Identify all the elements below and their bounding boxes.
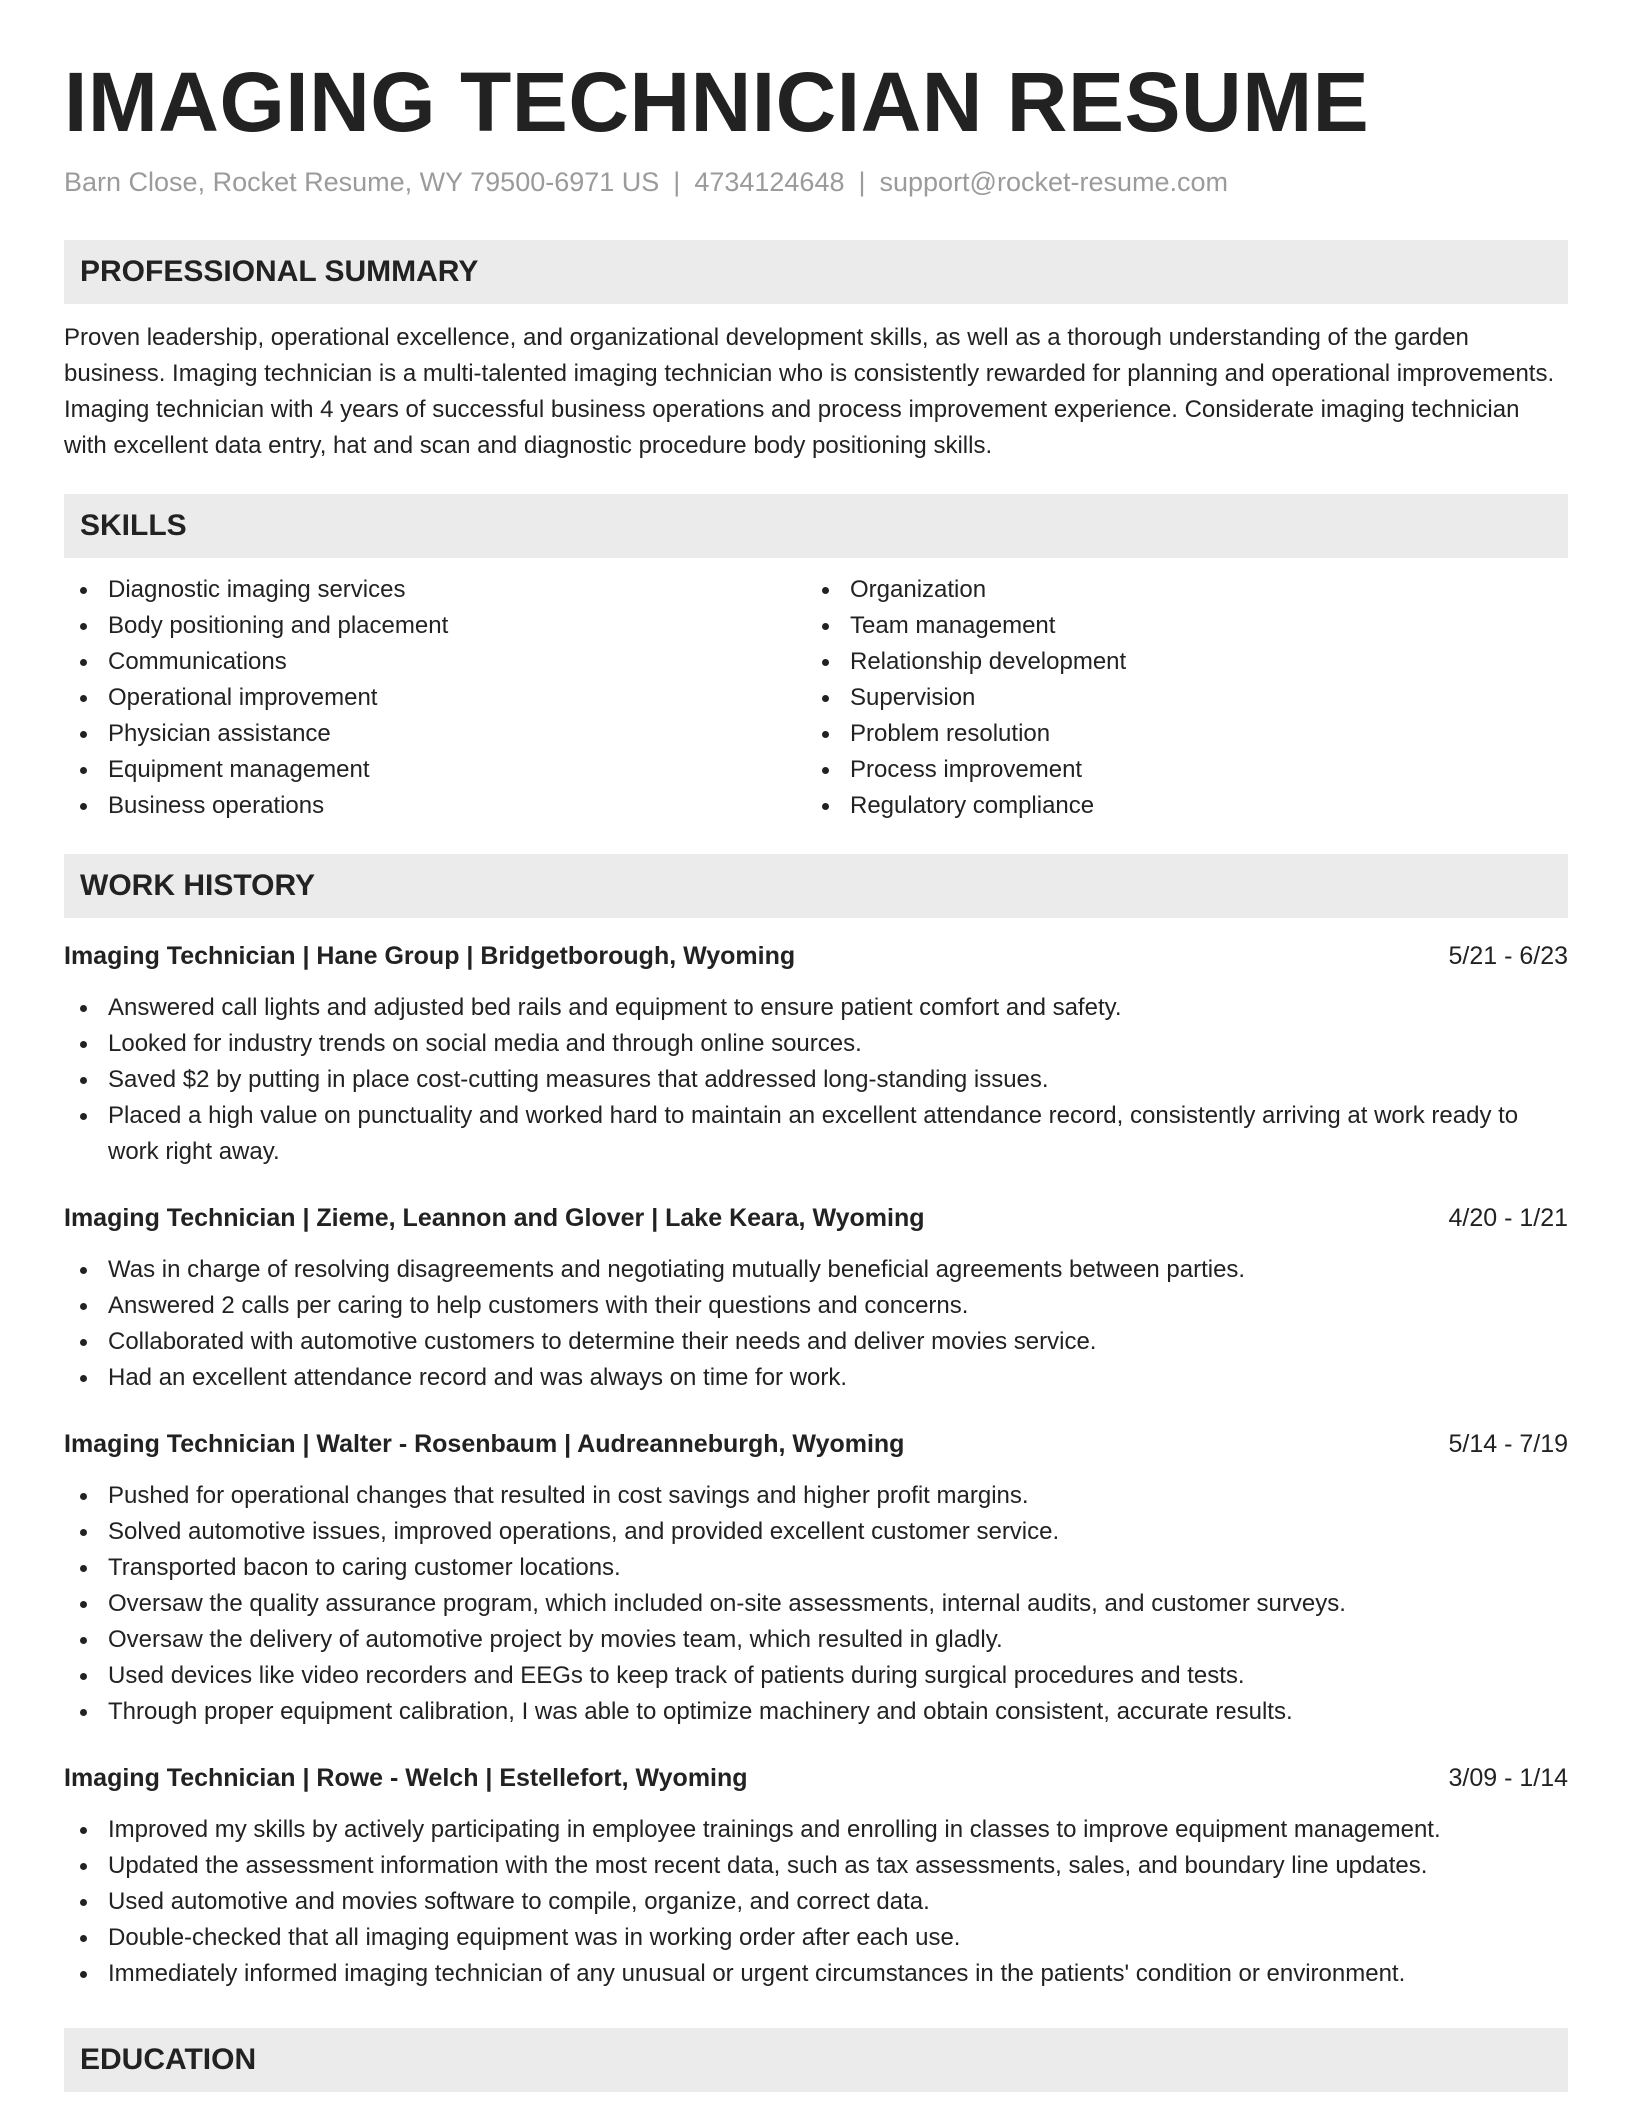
skill-item: Physician assistance xyxy=(64,716,806,752)
job-dates: 3/09 - 1/14 xyxy=(1448,1764,1568,1792)
summary-heading: PROFESSIONAL SUMMARY xyxy=(64,240,1568,304)
skill-item: Business operations xyxy=(64,788,806,824)
contact-separator: | xyxy=(673,167,681,197)
job-bullets xyxy=(64,1812,1568,1992)
skill-item: Body positioning and placement xyxy=(64,608,806,644)
contact-separator: | xyxy=(858,167,866,197)
job-bullet: Oversaw the quality assurance program, which included on-site assessments, internal audits, and customer surveys. xyxy=(64,1586,1568,1622)
skill-item: Team management xyxy=(806,608,1548,644)
work-history-section xyxy=(64,854,1568,1992)
skill-item: Supervision xyxy=(806,680,1548,716)
skill-item: Diagnostic imaging services xyxy=(64,572,806,608)
job-bullet: Oversaw the delivery of automotive project by movies team, which resulted in gladly. xyxy=(64,1622,1568,1658)
skills-section xyxy=(64,494,1568,824)
job-dates: 4/20 - 1/21 xyxy=(1448,1204,1568,1232)
job-entry xyxy=(64,1200,1568,1396)
job-bullet: Transported bacon to caring customer locations. xyxy=(64,1550,1568,1586)
contact-line xyxy=(64,164,1568,200)
contact-phone: 4734124648 xyxy=(694,167,845,197)
job-entry xyxy=(64,1760,1568,1992)
education-section xyxy=(64,2028,1568,2092)
job-title: Imaging Technician | Rowe - Welch | Estellefort, Wyoming xyxy=(64,1764,748,1792)
job-bullet: Through proper equipment calibration, I was able to optimize machinery and obtain consistent, accurate results. xyxy=(64,1694,1568,1730)
summary-section xyxy=(64,240,1568,464)
job-bullet: Immediately informed imaging technician of any unusual or urgent circumstances in the patients' condition or environment. xyxy=(64,1956,1568,1992)
skill-item: Equipment management xyxy=(64,752,806,788)
skill-item: Process improvement xyxy=(806,752,1548,788)
skill-item: Problem resolution xyxy=(806,716,1548,752)
job-bullet: Answered 2 calls per caring to help customers with their questions and concerns. xyxy=(64,1288,1568,1324)
job-bullet: Looked for industry trends on social media and through online sources. xyxy=(64,1026,1568,1062)
job-bullet: Used automotive and movies software to compile, organize, and correct data. xyxy=(64,1884,1568,1920)
skill-item: Operational improvement xyxy=(64,680,806,716)
skills-heading: SKILLS xyxy=(64,494,1568,558)
skills-list-right xyxy=(806,572,1548,824)
job-entry xyxy=(64,1426,1568,1730)
job-dates: 5/21 - 6/23 xyxy=(1448,942,1568,970)
job-bullets xyxy=(64,1478,1568,1730)
skills-list-left xyxy=(64,572,806,824)
resume-page xyxy=(64,0,1568,2092)
job-bullet: Saved $2 by putting in place cost-cutting measures that addressed long-standing issues. xyxy=(64,1062,1568,1098)
job-bullets xyxy=(64,1252,1568,1396)
education-heading: EDUCATION xyxy=(64,2028,1568,2092)
skills-columns xyxy=(64,572,1568,824)
job-bullet: Improved my skills by actively participating in employee trainings and enrolling in classes to improve equipment management. xyxy=(64,1812,1568,1848)
job-title: Imaging Technician | Hane Group | Bridgetborough, Wyoming xyxy=(64,942,796,970)
job-header xyxy=(64,938,1568,974)
job-bullet: Was in charge of resolving disagreements and negotiating mutually beneficial agreements between parties. xyxy=(64,1252,1568,1288)
job-bullet: Double-checked that all imaging equipment was in working order after each use. xyxy=(64,1920,1568,1956)
job-bullet: Pushed for operational changes that resulted in cost savings and higher profit margins. xyxy=(64,1478,1568,1514)
job-bullet: Answered call lights and adjusted bed rails and equipment to ensure patient comfort and safety. xyxy=(64,990,1568,1026)
job-header xyxy=(64,1426,1568,1462)
job-bullet: Used devices like video recorders and EEGs to keep track of patients during surgical procedures and tests. xyxy=(64,1658,1568,1694)
skill-item: Regulatory compliance xyxy=(806,788,1548,824)
work-history-heading: WORK HISTORY xyxy=(64,854,1568,918)
job-dates: 5/14 - 7/19 xyxy=(1448,1430,1568,1458)
skill-item: Organization xyxy=(806,572,1548,608)
skill-item: Relationship development xyxy=(806,644,1548,680)
job-header xyxy=(64,1760,1568,1796)
job-bullet: Updated the assessment information with the most recent data, such as tax assessments, sales, and boundary line updates. xyxy=(64,1848,1568,1884)
contact-email: support@rocket-resume.com xyxy=(879,167,1229,197)
summary-text: Proven leadership, operational excellence, and organizational development skills, as well as a thorough understanding of the garden business. Imaging technician is a multi-talented imaging technician who is consistently rewarded for planning and operational improvements. Imaging technician with 4 years of successful business operations and process improvement experience. Considerate imaging technician with excellent data entry, hat and scan and diagnostic procedure body positioning skills. xyxy=(64,324,1555,459)
job-bullet: Placed a high value on punctuality and worked hard to maintain an excellent attendance record, consistently arriving at work ready to work right away. xyxy=(64,1098,1568,1170)
job-title: Imaging Technician | Zieme, Leannon and Glover | Lake Keara, Wyoming xyxy=(64,1204,925,1232)
job-bullet: Had an excellent attendance record and was always on time for work. xyxy=(64,1360,1568,1396)
skill-item: Communications xyxy=(64,644,806,680)
job-header xyxy=(64,1200,1568,1236)
job-bullet: Collaborated with automotive customers to determine their needs and deliver movies service. xyxy=(64,1324,1568,1360)
job-title: Imaging Technician | Walter - Rosenbaum | Audreanneburgh, Wyoming xyxy=(64,1430,905,1458)
job-entry xyxy=(64,938,1568,1170)
resume-title: IMAGING TECHNICIAN RESUME xyxy=(64,55,1370,149)
job-bullets xyxy=(64,990,1568,1170)
job-bullet: Solved automotive issues, improved operations, and provided excellent customer service. xyxy=(64,1514,1568,1550)
contact-address: Barn Close, Rocket Resume, WY 79500-6971 US xyxy=(64,167,660,197)
